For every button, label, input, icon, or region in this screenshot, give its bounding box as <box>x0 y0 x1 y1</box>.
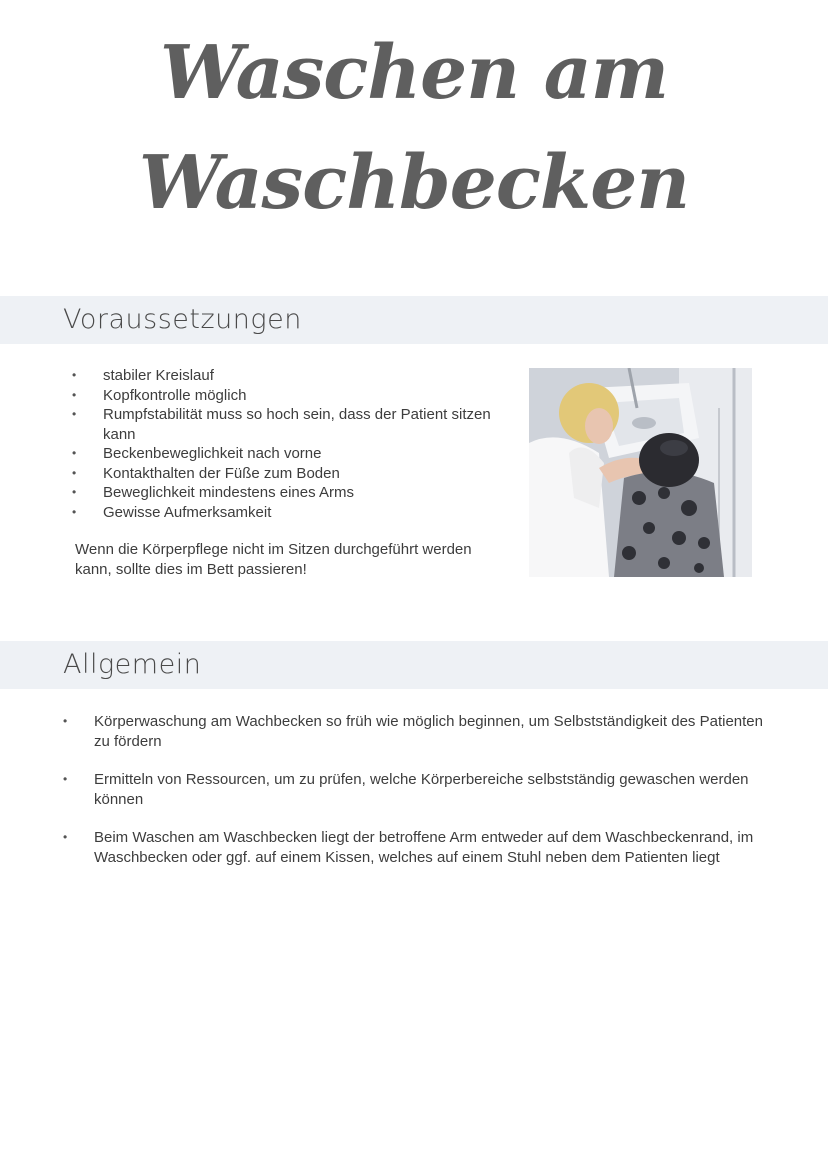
list-item <box>72 483 492 503</box>
page-title-line-2: Waschbecken <box>138 140 690 226</box>
section-header-voraussetzungen <box>0 296 828 344</box>
list-item-text: Kopfkontrolle möglich <box>103 386 247 404</box>
bullet-icon: • <box>63 830 68 844</box>
list-item <box>72 503 492 523</box>
list-item-text: Kontakthalten der Füße zum Boden <box>103 464 340 482</box>
list-item <box>63 770 763 809</box>
list-item <box>72 464 492 484</box>
section-heading: Allgemein <box>63 649 202 680</box>
list-item <box>72 444 492 464</box>
section-heading: Voraussetzungen <box>63 304 302 335</box>
section-header-allgemein <box>0 641 828 689</box>
washing-photo-illustration <box>529 368 752 577</box>
list-item-text: Beweglichkeit mindestens eines Arms <box>103 484 354 501</box>
list-item <box>63 828 763 867</box>
bullet-icon: • <box>63 772 68 786</box>
bed-care-note: Wenn die Körperpflege nicht im Sitzen durchgeführt werden kann, sollte dies im Bett passieren! <box>75 541 472 578</box>
bullet-icon: • <box>72 368 77 382</box>
general-list <box>63 712 763 886</box>
list-item-text: Beckenbeweglichkeit nach vorne <box>103 445 322 462</box>
list-item <box>63 712 763 751</box>
list-item-text: Ermitteln von Ressourcen, um zu prüfen, welche Körperbereiche selbstständig gewaschen werden können <box>94 771 749 808</box>
bullet-icon: • <box>72 446 77 460</box>
list-item <box>72 366 492 386</box>
list-item-text: Körperwaschung am Wachbecken so früh wie möglich beginnen, um Selbstständigkeit des Patienten zu fördern <box>94 713 763 750</box>
list-item-text: Beim Waschen am Waschbecken liegt der betroffene Arm entweder auf dem Waschbeckenrand, im Waschbecken oder ggf. auf einem Kissen, welches auf einem Stuhl neben dem Patienten liegt <box>94 829 754 866</box>
list-item-text: stabiler Kreislauf <box>103 367 214 384</box>
list-item-text: Gewisse Aufmerksamkeit <box>103 503 272 521</box>
page-title-line-1: Waschen am <box>159 30 669 116</box>
list-item-text: Rumpfstabilität muss so hoch sein, dass der Patient sitzen kann <box>103 406 491 443</box>
bullet-icon: • <box>72 407 77 421</box>
bullet-icon: • <box>72 465 77 480</box>
list-item <box>72 386 492 406</box>
washing-photo <box>529 368 752 577</box>
list-item <box>72 405 492 444</box>
bullet-icon: • <box>72 504 77 519</box>
bullet-icon: • <box>63 714 68 728</box>
bullet-icon: • <box>72 485 77 499</box>
bullet-icon: • <box>72 387 77 402</box>
requirements-list <box>72 366 492 522</box>
